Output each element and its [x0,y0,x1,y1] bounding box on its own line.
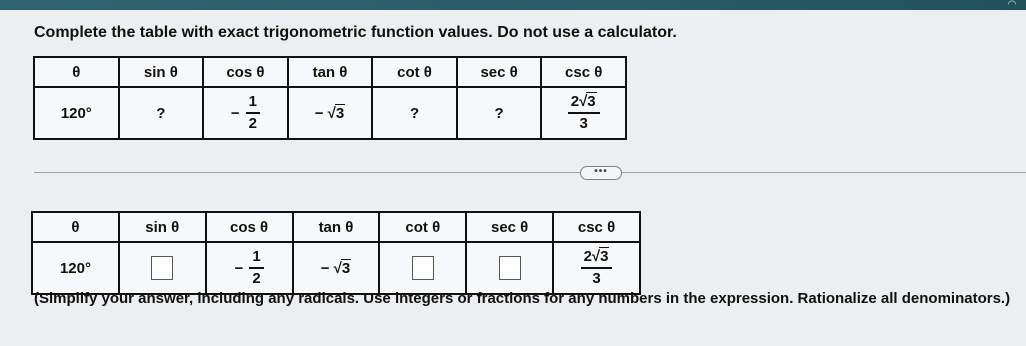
radical-sign: √ [579,93,588,111]
angle-cell [32,242,119,294]
degree-symbol: ° [84,259,91,277]
answer-table [31,211,641,295]
angle-value: 120 [60,104,86,122]
cot-answer-input[interactable] [412,256,434,280]
header-row [34,57,626,87]
question-prompt: Complete the table with exact trigonometric function values. Do not use a calculator. [34,24,677,41]
header-row [32,212,640,242]
header-csc: csc θ [553,212,640,242]
cos-expression [235,249,264,287]
reference-table [33,56,627,140]
header-sin: sin θ [119,57,204,87]
sec-cell [457,87,542,139]
cot-cell [372,87,457,139]
minus-sign: − [234,259,244,277]
radical-sign: √ [591,248,601,266]
header-theta: θ [32,212,119,242]
csc-fraction [581,249,613,287]
value-row [34,87,626,139]
cos-fraction [249,249,263,287]
header-sin: sin θ [119,212,206,242]
radical-sign: √ [327,104,336,122]
coefficient: 2 [583,248,592,266]
cos-fraction [246,94,260,132]
sec-cell [466,242,553,294]
section-divider [34,172,1026,173]
fraction-numerator: 1 [246,94,260,114]
sin-cell [119,242,206,294]
header-cot: cot θ [372,57,457,87]
cos-cell [203,87,288,139]
fraction-denominator: 2 [252,270,261,287]
minus-sign: − [320,259,330,277]
tan-cell [288,87,373,139]
fraction-numerator: 1 [249,249,263,269]
header-sec: sec θ [466,212,553,242]
degree-symbol: ° [85,104,92,122]
unknown-mark: ? [409,104,420,122]
radicand: 3 [587,93,596,111]
fraction-denominator: 3 [579,115,588,132]
cos-cell [206,242,293,294]
answer-hint: (Simplify your answer, including any radicals. Use integers or fractions for any numbers in the expression. Rationalize all denominators.) [34,290,1011,307]
corner-arc-icon: ◠ [1007,0,1017,10]
fraction-numerator [568,94,600,114]
coefficient: 2 [570,93,580,111]
radical-sign: √ [333,259,342,277]
csc-cell [541,87,626,139]
csc-cell [553,242,640,294]
angle-value: 120 [59,259,85,277]
radicand: 3 [335,104,345,122]
fraction-numerator [581,249,613,269]
top-band [0,0,1026,10]
unknown-mark: ? [156,104,166,122]
header-cos: cos θ [203,57,288,87]
radicand: 3 [600,248,609,266]
angle-cell [34,87,119,139]
cot-cell [379,242,466,294]
minus-sign: − [314,104,324,122]
fraction-denominator: 3 [592,270,601,287]
cos-expression [231,94,260,132]
value-row [32,242,640,294]
sin-answer-input[interactable] [151,256,173,280]
tan-cell [293,242,380,294]
minus-sign: − [230,104,240,122]
sec-answer-input[interactable] [499,256,521,280]
sin-cell [119,87,204,139]
fraction-denominator: 2 [248,115,257,132]
header-tan: tan θ [288,57,373,87]
header-tan: tan θ [293,212,380,242]
csc-fraction [568,94,600,132]
radicand: 3 [341,259,351,277]
header-cot: cot θ [379,212,466,242]
header-sec: sec θ [457,57,542,87]
expand-more-button[interactable]: ••• [580,166,622,180]
header-cos: cos θ [206,212,293,242]
unknown-mark: ? [494,104,504,122]
header-theta: θ [34,57,119,87]
header-csc: csc θ [541,57,626,87]
